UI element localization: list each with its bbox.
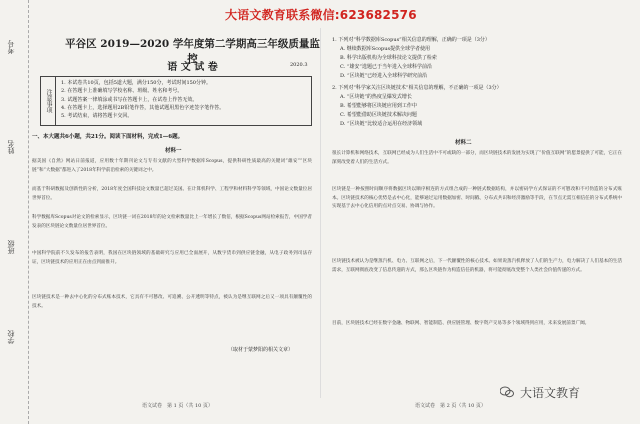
brand-name: 大语文教育: [520, 386, 581, 400]
notice-item: 4. 在答题卡上，选择题用2B铅笔作答，其他试题用黑色字迹签字笔作答。: [61, 104, 225, 111]
material-1-paragraph: 区块链技术是一种去中心化的分布式账本技术，它具有不可篡改、可追溯、公开透明等特点，被认为是继互联网之后又一项具有颠覆性的技术。: [32, 295, 312, 309]
side-label-class: 班级: [7, 240, 15, 254]
option: C. “雄安”选题已于当年进入全球科学前沿: [340, 64, 432, 70]
notice-item: 2. 在答题卡上准确填写学校名称、班级、姓名和考号。: [61, 88, 183, 95]
option: A. “区块链”的热度呈爆发式增长: [340, 94, 412, 100]
notice-items: [61, 79, 224, 120]
material-2-paragraph: 很长计算机和网络技术，互联网已经成为人们生活中不可或缺的一部分，而区块链技术的发展为实现了“价值互联网”的愿景提供了可能，它正在深刻改变着人们的生活方式。: [332, 151, 622, 165]
section-1-heading: 一、本大题共6小题，共21分。阅读下面材料，完成1—6题。: [32, 134, 184, 140]
page-footer-left: 语文试卷 第 1 页（共 10 页）: [142, 403, 213, 409]
side-label-exam-number: 考号: [7, 40, 15, 54]
source-note: （取材于蒙梦阳的相关文章）: [228, 347, 294, 353]
material-1-paragraph: 而基于科研数据及创新性的分析，2018年度全国科技论文数量已超过美国。在计算机科学、工程学和材料科学等领域，中国论文数量位居世界首位。: [32, 187, 312, 201]
option: D. “区块链”已经进入全球科学研究前沿: [340, 73, 428, 79]
material-2-heading: 材料二: [455, 140, 472, 146]
material-2-paragraph: 区块链是一种按照时间顺序将数据区块以顺序相连的方式组合成的一种链式数据结构，并以密码学方式保证的不可篡改和不可伪造的分布式账本。区块链技术的核心优势是去中心化，能够通过运用数据加密、时间戳、分布式共识和经济激励等手段，在节点无需互相信任的分布式系统中实现基于去中心化信用的点对点交易、协调与协作。: [332, 187, 622, 210]
side-label-school: 学校: [7, 330, 15, 344]
material-2-paragraph: 区块链技术被认为是继蒸汽机、电力、互联网之后，下一代颠覆性的核心技术。如果说蒸汽机释放了人们的生产力，电力解决了人们基本的生活需求，互联网彻底改变了信息传递的方式，那么区块链作为构造信任的机器，将可能彻底改变整个人类社会价值传递的方式。: [332, 259, 622, 273]
option: B. 希望能够将区块链应用到工作中: [340, 103, 417, 109]
binding-margin: [0, 0, 29, 424]
side-label-name: 姓名: [7, 140, 15, 154]
notice-header: 注意事项: [41, 77, 56, 125]
question-1: 1. 下列对“科学数据库Scopus”相关信息的理解，正确的一项是（3分）: [332, 37, 490, 43]
wechat-icon: [500, 386, 514, 398]
material-2-paragraph: 目前，区块链技术已经在数字金融、物联网、智能制造、供应链管理、数字资产交易等多个领域得到应用，未来发展前景广阔。: [332, 321, 590, 326]
page-footer-right: 语文试卷 第 2 页（共 10 页）: [415, 403, 486, 409]
notice-item: 1. 本试卷共10页，包括5道大题，满分150分，考试时间150分钟。: [61, 80, 211, 86]
question-2: 2. 下列对“科学家关注区块链技术”相关信息的理解，不正确的一项是（3分）: [332, 85, 502, 91]
material-1-paragraph: 中国科学院前不久发布的报告表明，我国在区块链领域的基础研究与应用已全面展开，从数字货币到供应链金融，从电子政务到司法存证，区块链技术的应用正在由点到面推开。: [32, 251, 312, 265]
exam-title: 平谷区 2019—2020 学年度第二学期高三年级质量监控: [65, 38, 320, 65]
watermark-text: 大语文教育联系微信:623682576: [225, 8, 417, 22]
notice-item: 3. 试题答案一律填涂或书写在答题卡上，在试卷上作答无效。: [61, 96, 198, 103]
notice-item: 5. 考试结束，请将答题卡交回。: [61, 113, 133, 120]
option: A. 继续数据库Scopus提供全球学者使用: [340, 46, 431, 52]
notice-box: [40, 76, 312, 126]
material-1-paragraph: 据美国《自然》网站日前报道，应用数十年期刊论文与专有文献的大型科学数据库Scopus，提供科研性质最高的关键词“雄安”“区块链”和“大数据”都进入了2018年科学前沿检索的关键词之中。: [32, 159, 312, 173]
option: D. “区块链”比较适合运用在经济领域: [340, 121, 423, 127]
option: C. 希望能借助区块链技术解决问题: [340, 112, 417, 118]
material-1-paragraph: 科学数据库Scopus对论文的检索显示，区块链一词在2018年的论文检索数量比上一年增长了数倍，根据Scopus网站检索报告，中国学者发表的区块链论文数量位居世界首位。: [32, 215, 312, 229]
column-divider: [320, 28, 321, 398]
option: B. 科学出版机构为全球科技论文提供了检索: [340, 55, 437, 61]
exam-subtitle: 语 文 试 卷: [167, 62, 218, 73]
exam-date: 2020.3: [290, 62, 308, 68]
material-1-heading: 材料一: [165, 148, 182, 154]
